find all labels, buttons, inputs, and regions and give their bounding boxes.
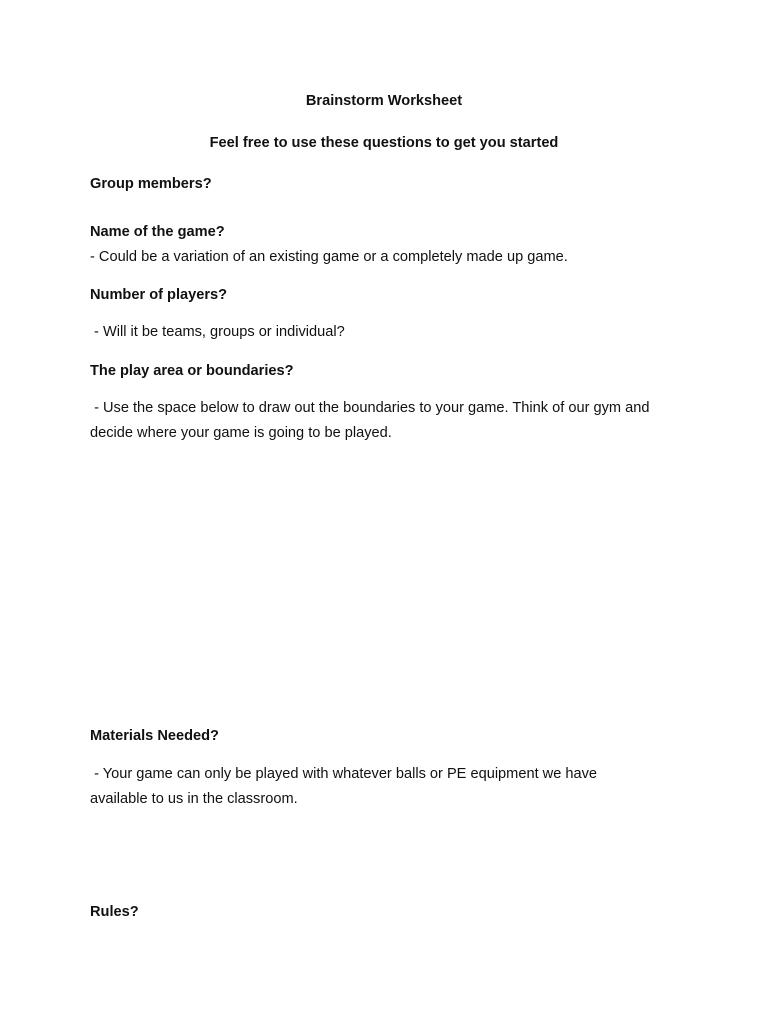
number-of-players-note: - Will it be teams, groups or individual? <box>90 324 345 340</box>
play-area-note: - Use the space below to draw out the boundaries to your game. Think of our gym and decide where your game is going to be played. <box>90 400 654 441</box>
game-name-note: - Could be a variation of an existing game or a completely made up game. <box>90 249 568 265</box>
group-members-heading: Group members? <box>90 176 212 192</box>
worksheet-subtitle: Feel free to use these questions to get you started <box>209 135 559 151</box>
materials-note: - Your game can only be played with whatever balls or PE equipment we have available to us in the classroom. <box>90 766 602 807</box>
game-name-heading: Name of the game? <box>90 224 225 240</box>
number-of-players-heading: Number of players? <box>90 287 228 303</box>
worksheet-title: Brainstorm Worksheet <box>305 93 463 109</box>
play-area-heading: The play area or boundaries? <box>90 363 294 379</box>
rules-heading: Rules? <box>90 904 139 920</box>
materials-heading: Materials Needed? <box>90 728 219 744</box>
